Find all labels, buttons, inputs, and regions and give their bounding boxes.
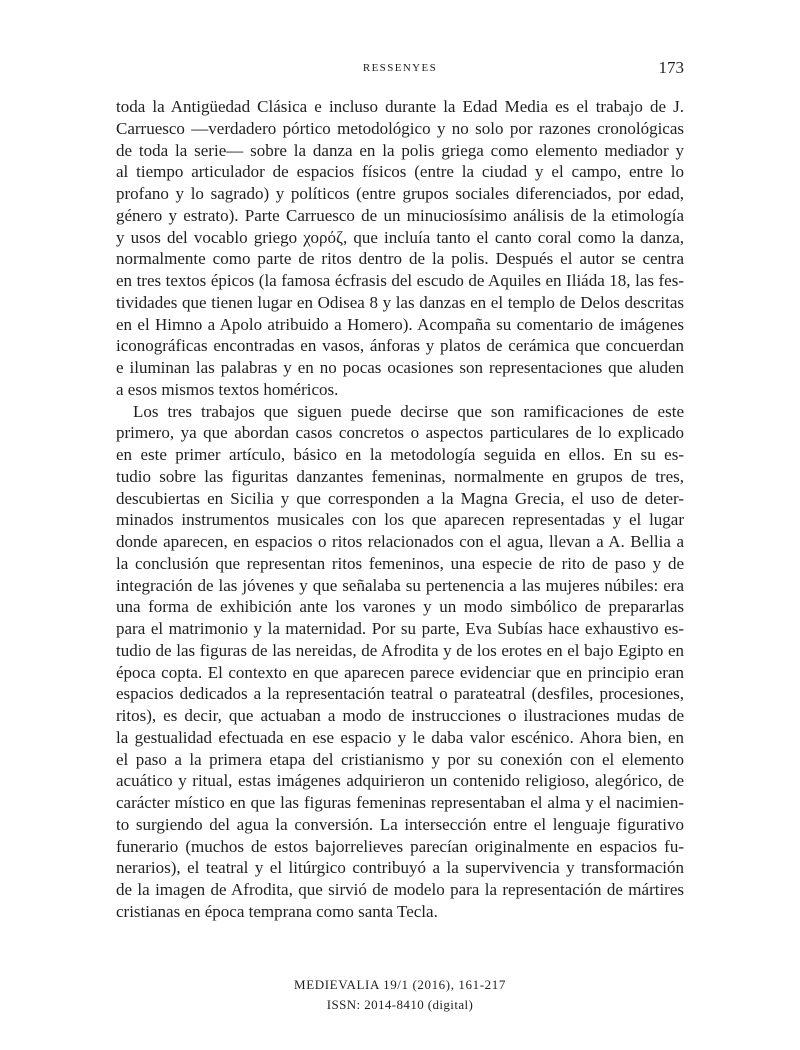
text-line: tudio sobre las figuritas danzantes femeninas, normalmente en grupos de tres, [116,466,684,486]
text-line: ritos), es decir, que actuaban a modo de instrucciones o ilustraciones mudas de [116,706,684,725]
running-head [116,58,684,82]
issn-line: ISSN: 2014-8410 (digital) [326,997,474,1012]
text-line: integración de las jóvenes y que señalaba su pertenencia a las mujeres núbiles: era [116,575,684,595]
text-line: primero, ya que abordan casos concretos o aspectos particulares de lo explicado [116,423,684,443]
text-line: Los tres trabajos que siguen puede decirse que son ramificaciones de este [133,401,684,421]
text-line: género y estrato). Parte Carruesco de un minuciosísimo análisis de la etimología [116,205,684,225]
text-line: carácter místico en que las figuras femeninas representaban el alma y el nacimien- [116,793,684,812]
text-line: toda la Antigüedad Clásica e incluso durante la Edad Media es el trabajo de J. [116,97,684,116]
text-line: Carruesco —verdadero pórtico metodológico y no solo por razones cronológicas [116,118,684,138]
text-line: a esos mismos textos homéricos. [116,379,339,399]
text-line: el paso a la primera etapa del cristianismo y por su conexión con el elemento [116,749,684,769]
text-line: donde aparecen, en espacios o ritos relacionados con el agua, llevan a A. Bellia a [116,532,684,551]
text-line: minados instrumentos musicales con los que aparecen representadas y el lugar [116,510,684,530]
text-line: época copta. El contexto en que aparecen parece evidenciar que en principio eran [116,662,684,682]
text-line: en este primer artículo, básico en la metodología seguida en ellos. En su es- [116,445,684,464]
text-line: y usos del vocablo griego χορόζ, que incluía tanto el canto coral como la danza, [116,227,684,247]
paragraph-1 [116,96,684,401]
paragraph-2 [116,401,684,923]
text-line: descubiertas en Sicilia y que corresponden a la Magna Grecia, el uso de deter- [116,488,684,508]
text-line: tudio de las figuras de las nereidas, de Afrodita y de los erotes en el bajo Egipto en [116,640,684,660]
text-line: de la imagen de Afrodita, que sirvió de modelo para la representación de mártires [116,880,684,899]
text-line: iconográficas encontradas en vasos, ánforas y platos de cerámica que concuerdan [116,336,684,356]
text-line: espacios dedicados a la representación teatral o parateatral (desfiles, procesiones, [116,684,684,704]
text-line: tividades que tienen lugar en Odisea 8 y las danzas en el templo de Delos descritas [116,292,684,312]
text-line: profano y lo sagrado) y políticos (entre grupos sociales diferenciados, por edad, [116,184,684,203]
text-line: acuático y ritual, estas imágenes adquirieron un contenido religioso, alegórico, de [116,771,684,791]
text-line: para el matrimonio y la maternidad. Por su parte, Eva Subías hace exhaustivo es- [116,619,684,638]
page-number: 173 [658,58,684,77]
text-line: normalmente como parte de ritos dentro de la polis. Después el autor se centra [116,249,684,269]
page-footer [0,975,800,1015]
text-line: to surgiendo del agua la conversión. La intersección entre el lenguaje figurativo [116,814,684,834]
text-line: de toda la serie— sobre la danza en la polis griega como elemento mediador y [116,140,684,160]
running-title: RESSENYES [362,62,438,74]
text-line: una forma de exhibición ante los varones y un modo simbólico de prepararlas [116,597,684,617]
text-line: cristianas en época temprana como santa Tecla. [116,901,438,921]
text-line: al tiempo articulador de espacios físicos (entre la ciudad y el campo, entre lo [116,162,684,182]
text-line: funerario (muchos de estos bajorrelieves parecían originalmente en espacios fu- [116,836,684,856]
text-line: la conclusión que representan ritos femeninos, una especie de rito de paso y de [116,553,684,573]
journal-citation: MEDIEVALIA 19/1 (2016), 161-217 [294,977,506,992]
text-line: nerarios), el teatral y el litúrgico contribuyó a la supervivencia y transformación [116,858,684,878]
text-line: la gestualidad efectuada en ese espacio y le daba valor escénico. Ahora bien, en [116,727,684,747]
text-line: en tres textos épicos (la famosa écfrasis del escudo de Aquiles en Iliáda 18, las fes- [116,271,684,290]
text-line: e iluminan las palabras y en no pocas ocasiones son representaciones que aluden [116,358,684,377]
body-text [116,96,684,923]
text-line: en el Himno a Apolo atribuido a Homero). Acompaña su comentario de imágenes [116,314,684,334]
